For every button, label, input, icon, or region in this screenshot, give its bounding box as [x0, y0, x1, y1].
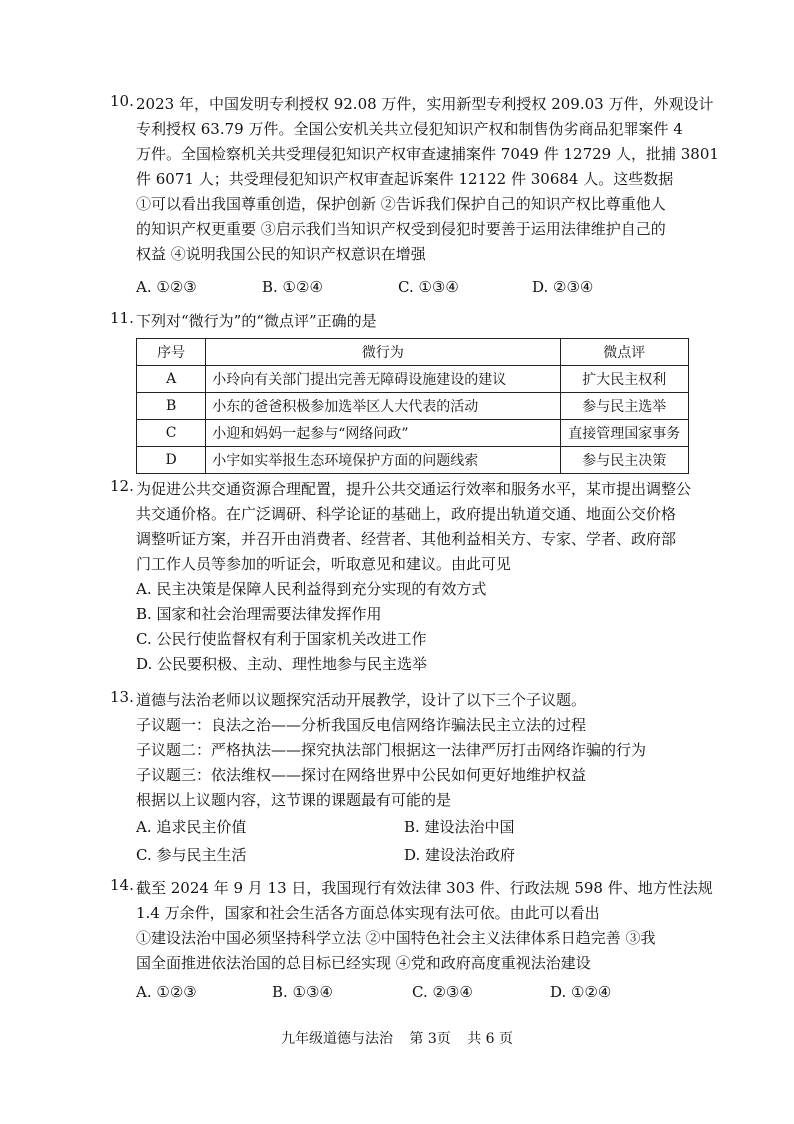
option-b[interactable]: B. 建设法治中国	[404, 818, 515, 836]
table-cell: B	[137, 393, 206, 420]
table-cell: 小迎和妈妈一起参与“网络问政”	[206, 420, 560, 447]
option-d[interactable]: D. ①②④	[550, 983, 612, 1001]
option-a[interactable]: A. 追求民主价值	[136, 818, 247, 836]
table-row	[137, 366, 689, 393]
option-c[interactable]: C. 参与民主生活	[136, 846, 247, 864]
question-text-line: 根据以上议题内容，这节课的课题最有可能的是	[136, 791, 452, 809]
behavior-table	[136, 338, 689, 474]
question-text-line: ①可以看出我国尊重创造，保护创新 ②告诉我们保护自己的知识产权比尊重他人	[136, 195, 666, 213]
table-row	[137, 393, 689, 420]
table-header: 序号	[137, 339, 206, 366]
question-12	[110, 477, 696, 677]
question-text-line: 专利授权 63.79 万件。全国公安机关共立侵犯知识产权和制售伪劣商品犯罪案件 4	[136, 120, 683, 138]
footer-page-number: 第 3页	[409, 1031, 451, 1047]
table-header-row	[137, 339, 689, 366]
table-cell: 小宇如实举报生态环境保护方面的问题线索	[206, 447, 560, 474]
question-number: 11.	[110, 309, 134, 327]
table-cell: A	[137, 366, 206, 393]
question-text-line: 的知识产权更重要 ③启示我们当知识产权受到侵犯时要善于运用法律维护自己的	[136, 220, 666, 238]
question-stem: 下列对“微行为”的“微点评”正确的是	[136, 312, 377, 330]
question-text-line: ①建设法治中国必须坚持科学立法 ②中国特色社会主义法律体系日趋完善 ③我	[136, 929, 656, 947]
table-cell: D	[137, 447, 206, 474]
option-a[interactable]: A. ①②③	[136, 983, 197, 1001]
question-11	[110, 309, 696, 474]
question-13	[110, 688, 696, 869]
option-a[interactable]: A. 民主决策是保障人民利益得到充分实现的有效方式	[136, 580, 487, 598]
option-b[interactable]: B. ①③④	[272, 983, 333, 1001]
table-row	[137, 447, 689, 474]
sub-topic-line: 子议题三：依法维权——探讨在网络世界中公民如何更好地维护权益	[136, 766, 587, 784]
question-number: 10.	[110, 92, 134, 110]
footer-total-pages: 共 6 页	[467, 1031, 514, 1047]
option-d[interactable]: D. 公民要积极、主动、理性地参与民主选举	[136, 655, 428, 673]
question-number: 12.	[110, 477, 134, 495]
option-b[interactable]: B. 国家和社会治理需要法律发挥作用	[136, 605, 382, 623]
question-text-line: 截至 2024 年 9 月 13 日，我国现行有效法律 303 件、行政法规 598 件、地方性法规	[136, 879, 713, 897]
sub-topic-line: 子议题二：严格执法——探究执法部门根据这一法律严厉打击网络诈骗的行为	[136, 741, 647, 759]
footer-subject: 九年级道德与法治	[280, 1031, 393, 1047]
question-text-line: 门工作人员等参加的听证会，听取意见和建议。由此可见	[136, 555, 512, 573]
question-text-line: 共交通价格。在广泛调研、科学论证的基础上，政府提出轨道交通、地面公交价格	[136, 505, 677, 523]
table-cell: 小玲向有关部门提出完善无障碍设施建设的建议	[206, 366, 560, 393]
question-text-line: 1.4 万余件，国家和社会生活各方面总体实现有法可依。由此可以看出	[136, 904, 600, 922]
table-cell: 扩大民主权利	[560, 366, 688, 393]
table-cell: 直接管理国家事务	[560, 420, 688, 447]
question-number: 13.	[110, 688, 134, 706]
answer-options	[136, 275, 696, 300]
answer-options	[136, 980, 696, 1005]
question-text-line: 2023 年，中国发明专利授权 92.08 万件，实用新型专利授权 209.03 万件，外观设计	[136, 95, 714, 113]
table-header: 微行为	[206, 339, 560, 366]
table-row	[137, 420, 689, 447]
option-c[interactable]: C. ①③④	[398, 278, 459, 296]
question-number: 14.	[110, 876, 134, 894]
question-text-line: 权益 ④说明我国公民的知识产权意识在增强	[136, 245, 426, 263]
option-c[interactable]: C. ②③④	[412, 983, 473, 1001]
table-cell: 小东的爸爸积极参加选举区人大代表的活动	[206, 393, 560, 420]
question-text-line: 件 6071 人；共受理侵犯知识产权审查起诉案件 12122 件 30684 人。这些数据	[136, 170, 674, 188]
question-10	[110, 92, 719, 300]
sub-topic-line: 子议题一：良法之治——分析我国反电信网络诈骗法民主立法的过程	[136, 716, 587, 734]
page-footer	[0, 1028, 794, 1048]
option-d[interactable]: D. ②③④	[532, 278, 594, 296]
question-text-line: 调整听证方案，并召开由消费者、经营者、其他利益相关方、专家、学者、政府部	[136, 530, 677, 548]
table-cell: 参与民主选举	[560, 393, 688, 420]
table-cell: C	[137, 420, 206, 447]
option-d[interactable]: D. 建设法治政府	[404, 846, 516, 864]
answer-options-row	[136, 813, 696, 841]
question-text-line: 道德与法治老师以议题探究活动开展教学，设计了以下三个子议题。	[136, 691, 587, 709]
option-a[interactable]: A. ①②③	[136, 278, 197, 296]
question-text-line: 为促进公共交通资源合理配置，提升公共交通运行效率和服务水平，某市提出调整公	[136, 480, 692, 498]
option-c[interactable]: C. 公民行使监督权有利于国家机关改进工作	[136, 630, 427, 648]
option-b[interactable]: B. ①②④	[262, 278, 323, 296]
question-text-line: 国全面推进依法治国的总目标已经实现 ④党和政府高度重视法治建设	[136, 954, 591, 972]
table-header: 微点评	[560, 339, 688, 366]
question-text-line: 万件。全国检察机关共受理侵犯知识产权审查逮捕案件 7049 件 12729 人，批捕 3801	[136, 145, 719, 163]
table-cell: 参与民主决策	[560, 447, 688, 474]
question-14	[110, 876, 713, 1005]
answer-options-row	[136, 841, 696, 869]
